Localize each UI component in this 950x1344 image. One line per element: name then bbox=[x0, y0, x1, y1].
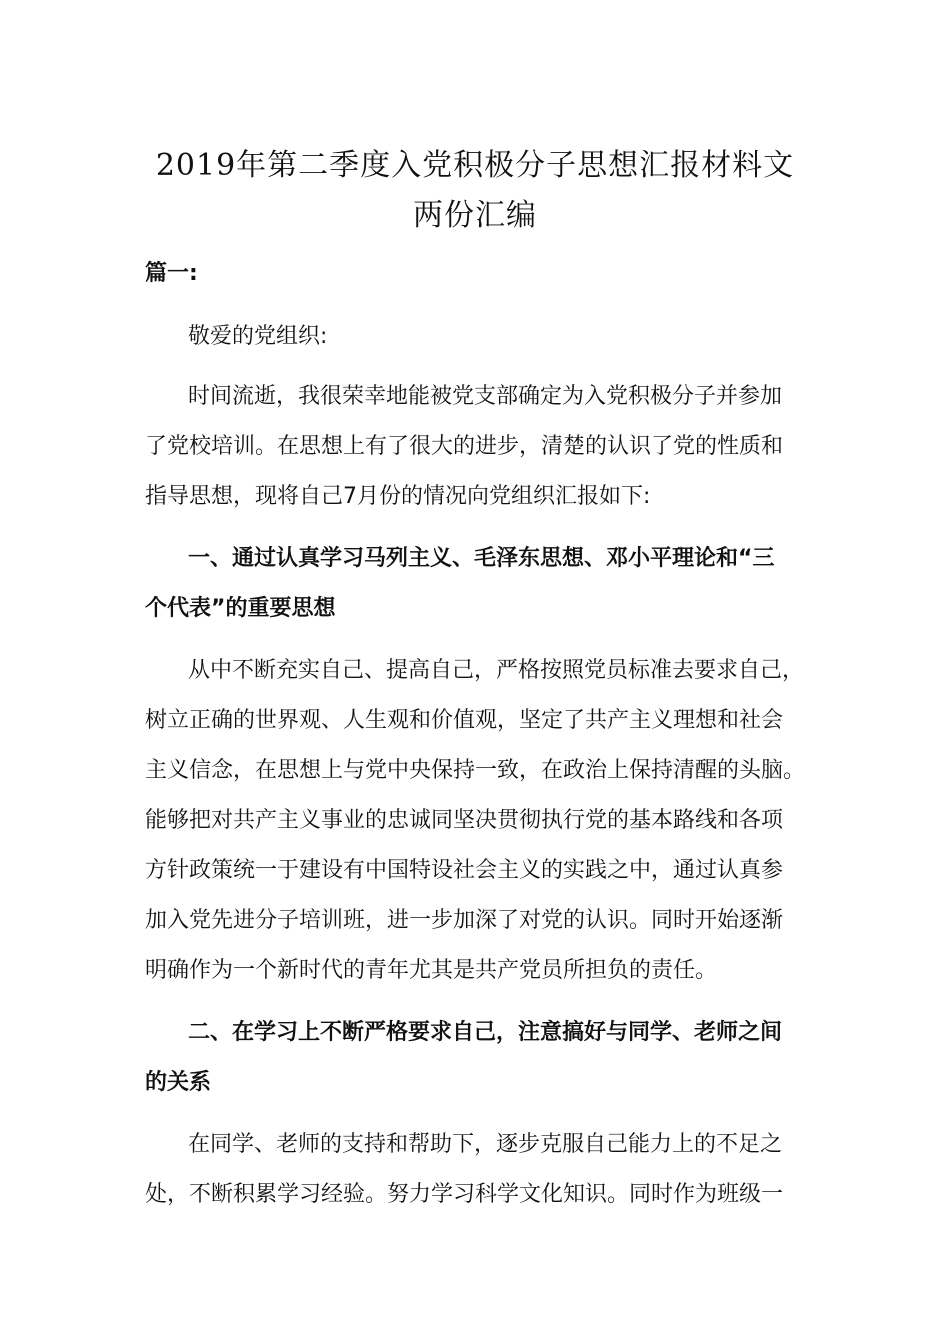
paragraph-1-line: 主义信念，在思想上与党中央保持一致，在政治上保持清醒的头脑。 bbox=[145, 758, 806, 783]
paragraph-1-line: 树立正确的世界观、人生观和价值观，坚定了共产主义理想和社会 bbox=[145, 708, 784, 733]
heading-1-line: 一、通过认真学习马列主义、毛泽东思想、邓小平理论和“三 bbox=[188, 546, 775, 571]
paragraph-2-line: 处，不断积累学习经验。努力学习科学文化知识。同时作为班级一 bbox=[145, 1182, 784, 1207]
heading-2-line: 的关系 bbox=[145, 1070, 212, 1095]
intro-line: 指导思想，现将自己7月份的情况向党组织汇报如下: bbox=[145, 484, 651, 509]
paragraph-1-line: 从中不断充实自己、提高自己，严格按照党员标准去要求自己， bbox=[188, 658, 805, 683]
heading-2-line: 二、在学习上不断严格要求自己，注意搞好与同学、老师之间 bbox=[188, 1020, 783, 1045]
salutation: 敬爱的党组织: bbox=[188, 324, 328, 349]
document-title-line-2: 两份汇编 bbox=[413, 198, 537, 233]
heading-1-line: 个代表”的重要思想 bbox=[145, 596, 336, 621]
intro-line: 了党校培训。在思想上有了很大的进步，清楚的认识了党的性质和 bbox=[145, 434, 784, 459]
paragraph-1-line: 加入党先进分子培训班，进一步加深了对党的认识。同时开始逐渐 bbox=[145, 908, 784, 933]
intro-line: 时间流逝，我很荣幸地能被党支部确定为入党积极分子并参加 bbox=[188, 384, 783, 409]
document-title-line-1: 2019年第二季度入党积极分子思想汇报材料文 bbox=[155, 148, 795, 183]
paragraph-1-line: 明确作为一个新时代的青年尤其是共产党员所担负的责任。 bbox=[145, 958, 718, 983]
paragraph-2-line: 在同学、老师的支持和帮助下，逐步克服自己能力上的不足之 bbox=[188, 1132, 783, 1157]
paragraph-1-line: 方针政策统一于建设有中国特设社会主义的实践之中，通过认真参 bbox=[145, 858, 784, 883]
section-label: 篇一: bbox=[145, 261, 198, 286]
paragraph-1-line: 能够把对共产主义事业的忠诚同坚决贯彻执行党的基本路线和各项 bbox=[145, 808, 784, 833]
